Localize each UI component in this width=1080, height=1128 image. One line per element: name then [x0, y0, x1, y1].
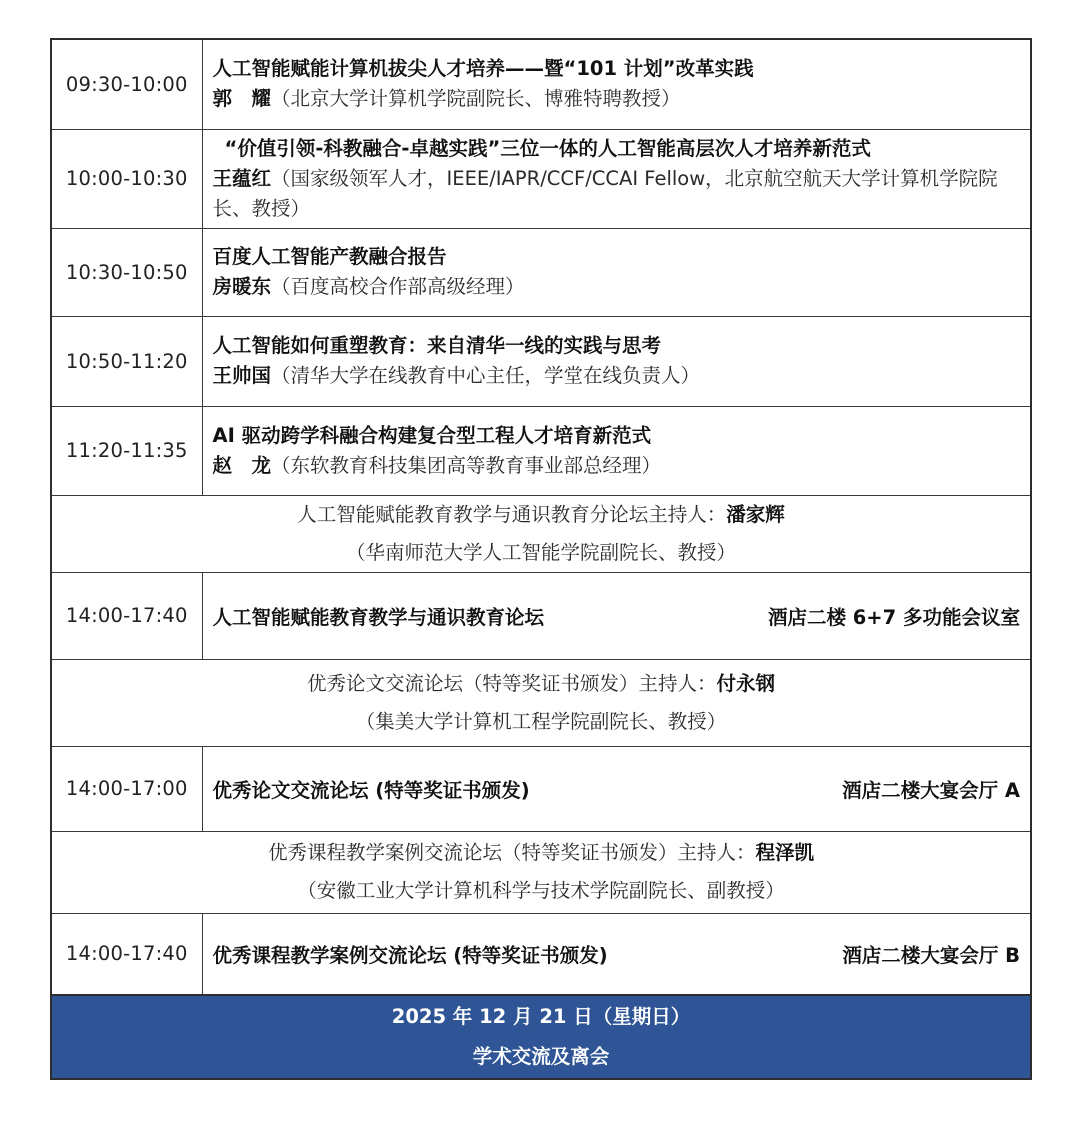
session-content — [202, 746, 1031, 831]
talk-time: 10:30-10:50 — [51, 228, 202, 316]
forum-host — [51, 659, 1031, 746]
speaker-affiliation: （国家级领军人才，IEEE/IAPR/CCF/CCAI Fellow，北京航空航天大学计算机学院院长、教授） — [212, 166, 998, 220]
day-label: 学术交流及离会 — [472, 1045, 610, 1068]
host-name: 潘家辉 — [726, 502, 785, 526]
table-row — [51, 39, 1031, 129]
table-row — [51, 316, 1031, 406]
table-row — [51, 406, 1031, 495]
talk-content — [202, 228, 1031, 316]
host-label: 优秀论文交流论坛（特等奖证书颁发）主持人： — [306, 671, 717, 695]
host-affiliation: （集美大学计算机工程学院副院长、教授） — [355, 709, 727, 733]
session-venue: 酒店二楼 6+7 多功能会议室 — [767, 605, 1020, 629]
speaker-name: 王帅国 — [212, 364, 272, 387]
speaker-affiliation: （清华大学在线教育中心主任，学堂在线负责人） — [271, 364, 701, 387]
talk-title: 百度人工智能产教融合报告 — [212, 245, 447, 268]
host-line — [52, 496, 1030, 534]
talk-content — [202, 129, 1031, 228]
talk-title: 人工智能如何重塑教育：来自清华一线的实践与思考 — [212, 334, 662, 357]
host-line — [52, 665, 1030, 703]
session-name: 优秀论文交流论坛 (特等奖证书颁发) — [212, 778, 530, 802]
talk-speaker — [213, 361, 1023, 391]
talk-time: 11:20-11:35 — [51, 406, 202, 495]
talk-content — [202, 406, 1031, 495]
forum-host — [51, 495, 1031, 572]
speaker-name: 王蕴红 — [212, 166, 272, 190]
session-name: 优秀课程教学案例交流论坛 (特等奖证书颁发) — [212, 943, 608, 967]
speaker-name: 郭 耀 — [212, 87, 272, 111]
talk-time: 09:30-10:00 — [51, 39, 202, 129]
session-time: 14:00-17:40 — [51, 572, 202, 659]
table-row — [51, 913, 1031, 995]
talk-content — [202, 39, 1031, 129]
table-row — [51, 659, 1031, 746]
table-row — [51, 572, 1031, 659]
table-row — [51, 746, 1031, 831]
talk-title: 人工智能赋能计算机拔尖人才培养——暨“101 计划”改革实践 — [212, 57, 754, 81]
session-venue: 酒店二楼大宴会厅 A — [842, 778, 1020, 802]
speaker-affiliation: （百度高校合作部高级经理） — [271, 275, 525, 298]
schedule-table — [50, 38, 1032, 1080]
host-label: 优秀课程教学案例交流论坛（特等奖证书颁发）主持人： — [267, 841, 756, 864]
table-row — [51, 495, 1031, 572]
table-row — [51, 831, 1031, 913]
session-time: 14:00-17:40 — [51, 913, 202, 995]
session-venue: 酒店二楼大宴会厅 B — [842, 943, 1020, 967]
host-name: 付永钢 — [716, 671, 776, 695]
talk-speaker — [213, 164, 1023, 224]
table-row — [51, 228, 1031, 316]
talk-speaker — [213, 451, 1023, 481]
session-name: 人工智能赋能教育教学与通识教育论坛 — [212, 605, 545, 629]
day-date: 2025 年 12 月 21 日（星期日） — [391, 1005, 691, 1028]
table-row — [51, 995, 1031, 1079]
speaker-name: 房暖东 — [212, 275, 272, 298]
session-content — [202, 913, 1031, 995]
day-banner — [51, 995, 1031, 1079]
forum-host — [51, 831, 1031, 913]
host-label: 人工智能赋能教育教学与通识教育分论坛主持人： — [297, 502, 727, 526]
session-content — [202, 572, 1031, 659]
host-affiliation: （华南师范大学人工智能学院副院长、教授） — [345, 540, 736, 564]
table-row — [51, 129, 1031, 228]
host-line — [52, 834, 1030, 872]
speaker-affiliation: （北京大学计算机学院副院长、博雅特聘教授） — [271, 87, 681, 111]
talk-speaker — [213, 272, 1023, 302]
session-time: 14:00-17:00 — [51, 746, 202, 831]
talk-speaker — [213, 84, 1023, 114]
speaker-name: 赵 龙 — [212, 453, 272, 477]
talk-title: “价值引领-科教融合-卓越实践”三位一体的人工智能高层次人才培养新范式 — [224, 136, 871, 160]
talk-time: 10:50-11:20 — [51, 316, 202, 406]
talk-title: AI 驱动跨学科融合构建复合型工程人才培育新范式 — [212, 423, 652, 447]
host-affiliation: （安徽工业大学计算机科学与技术学院副院长、副教授） — [297, 879, 785, 902]
speaker-affiliation: （东软教育科技集团高等教育事业部总经理） — [271, 453, 662, 477]
host-name: 程泽凯 — [755, 841, 815, 864]
talk-content — [202, 316, 1031, 406]
talk-time: 10:00-10:30 — [51, 129, 202, 228]
